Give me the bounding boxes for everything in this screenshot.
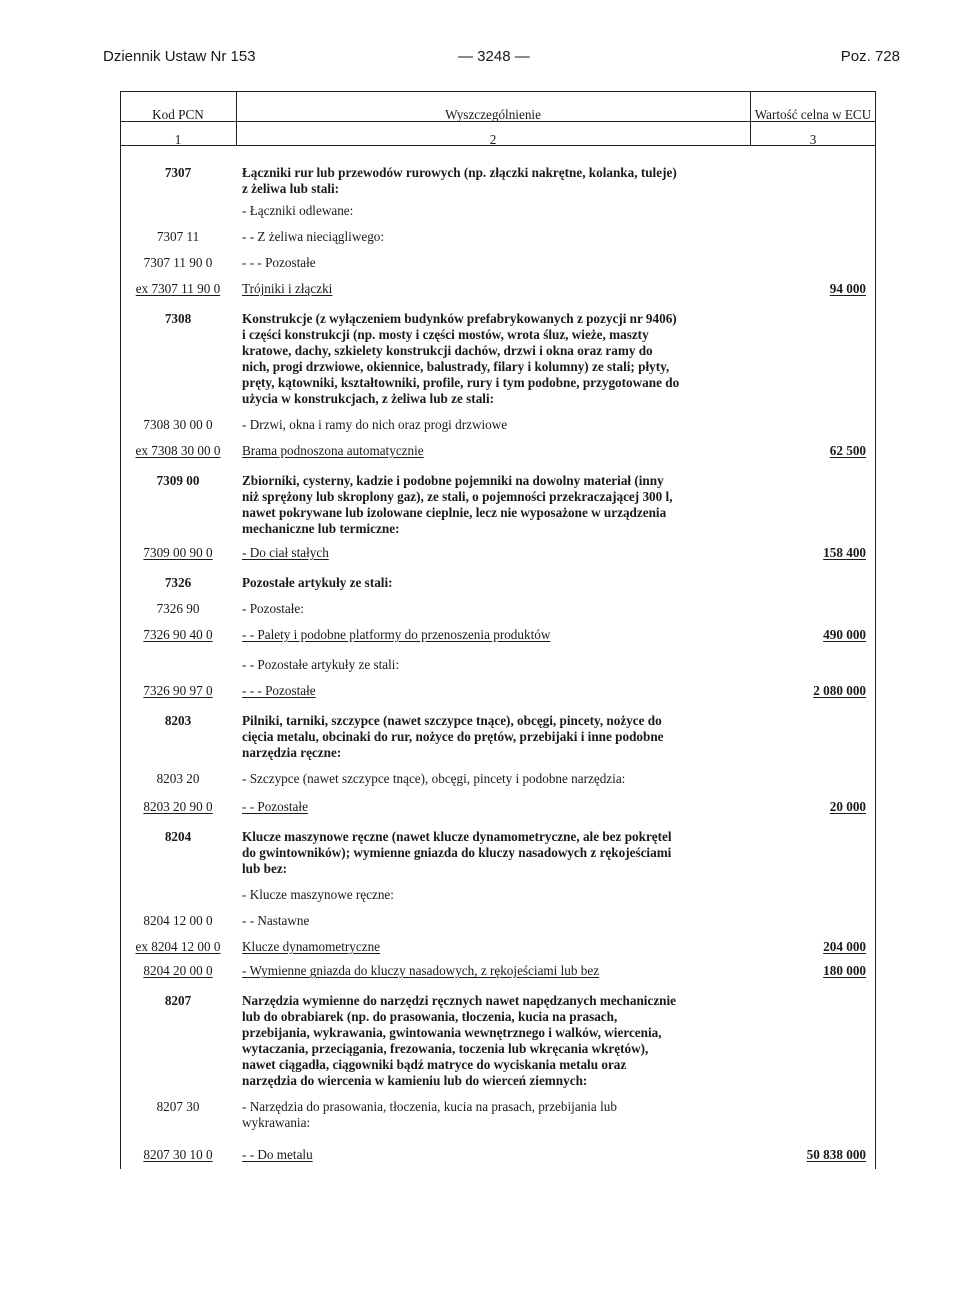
row-value: 180 000 xyxy=(823,963,866,978)
description-line: Zbiorniki, cysterny, kadzie i podobne pojemniki na dowolny materiał (inny xyxy=(242,473,664,488)
row-description xyxy=(242,281,742,297)
row-code: 7307 xyxy=(164,165,192,180)
column-number: 1 xyxy=(174,132,182,147)
row-description xyxy=(242,417,742,433)
row-value: 158 400 xyxy=(823,545,866,560)
row-value: 50 838 000 xyxy=(806,1147,866,1162)
row-description xyxy=(242,575,742,591)
description-line: pręty, kątowniki, kształtowniki, profile, rury i tym podobne, przygotowane do xyxy=(242,375,680,390)
page-header xyxy=(103,48,900,72)
row-code: 7307 11 xyxy=(156,229,200,244)
description-line: wykrawania: xyxy=(242,1115,311,1130)
row-description xyxy=(242,1147,742,1163)
journal-title: Dziennik Ustaw Nr 153 xyxy=(103,48,256,65)
row-description xyxy=(242,1099,742,1131)
row-code: 8204 xyxy=(164,829,192,844)
row-code: 8207 30 xyxy=(156,1099,200,1114)
row-description xyxy=(242,993,742,1089)
row-description xyxy=(242,443,742,459)
row-description xyxy=(242,627,742,643)
row-description xyxy=(242,255,742,271)
description-line: - - - Pozostałe xyxy=(242,683,316,698)
description-line: cięcia metalu, obcinaki do rur, nożyce do prętów, przebijaki i inne podobne xyxy=(242,729,664,744)
row-code: 7326 xyxy=(164,575,192,590)
description-line: nich, progi drzwiowe, okiennice, balustrady, filary i kolumny) ze stali; płyty, xyxy=(242,359,670,374)
position-number: Poz. 728 xyxy=(840,48,900,65)
row-code: 7326 90 97 0 xyxy=(143,683,213,698)
row-code: 7308 xyxy=(164,311,192,326)
description-line: Trójniki i złączki xyxy=(242,281,333,296)
description-line: kratowe, dachy, szkielety konstrukcji dachów, drzwi i okna oraz ramy do xyxy=(242,343,653,358)
row-code: 8203 20 90 0 xyxy=(143,799,213,814)
description-line: lub do obrabiarek (np. do prasowania, tłoczenia, kucia na prasach, xyxy=(242,1009,618,1024)
row-code: 8203 20 xyxy=(156,771,200,786)
row-description xyxy=(242,683,742,699)
row-value: 204 000 xyxy=(823,939,866,954)
row-value: 94 000 xyxy=(829,281,866,296)
description-line: - - Z żeliwa nieciągliwego: xyxy=(242,229,385,244)
row-description xyxy=(242,829,742,877)
row-code: 8204 20 00 0 xyxy=(143,963,213,978)
column-number: 2 xyxy=(489,132,497,147)
row-code: 7309 00 xyxy=(156,473,200,488)
description-line: narzędzia do wiercenia w kamieniu lub do wierceń ziemnych: xyxy=(242,1073,588,1088)
description-line: - - - Pozostałe xyxy=(242,255,316,270)
table-right-border xyxy=(875,91,876,1169)
description-line: lub bez: xyxy=(242,861,288,876)
description-line: mechaniczne lub termiczne: xyxy=(242,521,400,536)
row-description xyxy=(242,963,742,979)
description-line: - Narzędzia do prasowania, tłoczenia, kucia na prasach, przebijania lub xyxy=(242,1099,617,1114)
description-line: Konstrukcje (z wyłączeniem budynków prefabrykowanych z pozycji nr 9406) xyxy=(242,311,677,326)
row-description xyxy=(242,165,742,197)
row-description xyxy=(242,601,742,617)
column-number: 3 xyxy=(809,132,817,147)
column-header-value: Wartość celna w ECU xyxy=(754,107,872,122)
row-code: 7326 90 40 0 xyxy=(143,627,213,642)
description-line: - - Pozostałe artykuły ze stali: xyxy=(242,657,400,672)
description-line: - - Palety i podobne platformy do przenoszenia produktów xyxy=(242,627,551,642)
row-value: 62 500 xyxy=(829,443,866,458)
description-line: do gwintowników); wymienne gniazda do kluczy nasadowych z rękojeściami xyxy=(242,845,672,860)
description-line: narzędzia ręczne: xyxy=(242,745,342,760)
row-code: ex 8204 12 00 0 xyxy=(135,939,221,954)
row-value: 490 000 xyxy=(823,627,866,642)
description-line: Brama podnoszona automatycznie xyxy=(242,443,424,458)
row-code: 8203 xyxy=(164,713,192,728)
description-line: - - Pozostałe xyxy=(242,799,308,814)
row-description xyxy=(242,799,742,815)
column-header-code: Kod PCN xyxy=(152,107,204,122)
description-line: Narzędzia wymienne do narzędzi ręcznych nawet napędzanych mechanicznie xyxy=(242,993,677,1008)
row-description xyxy=(242,473,742,537)
description-line: - Łączniki odlewane: xyxy=(242,203,354,218)
row-description xyxy=(242,771,742,787)
row-code: 8204 12 00 0 xyxy=(143,913,213,928)
row-description xyxy=(242,913,742,929)
description-line: - Szczypce (nawet szczypce tnące), obcęgi, pincety i podobne narzędzia: xyxy=(242,771,626,786)
row-description xyxy=(242,713,742,761)
row-code: 7308 30 00 0 xyxy=(143,417,213,432)
description-line: - - Nastawne xyxy=(242,913,310,928)
description-line: - Pozostałe: xyxy=(242,601,304,616)
description-line: nawet ciągadła, ciągowniki bądź matryce do wyciskania metalu oraz xyxy=(242,1057,627,1072)
row-description xyxy=(242,939,742,955)
row-code: 7307 11 90 0 xyxy=(143,255,213,270)
row-description xyxy=(242,229,742,245)
description-line: Pilniki, tarniki, szczypce (nawet szczypce tnące), obcęgi, pincety, nożyce do xyxy=(242,713,662,728)
description-line: z żeliwa lub stali: xyxy=(242,181,340,196)
description-line: Łączniki rur lub przewodów rurowych (np. złączki nakrętne, kolanka, tuleje) xyxy=(242,165,677,180)
row-code: 7326 90 xyxy=(156,601,200,616)
description-line: i części konstrukcji (np. mosty i części mostów, wrota śluz, wieże, maszty xyxy=(242,327,649,342)
row-description xyxy=(242,311,742,407)
row-description xyxy=(242,203,742,219)
description-line: - Wymienne gniazda do kluczy nasadowych, z rękojeściami lub bez xyxy=(242,963,600,978)
description-line: użycia w konstrukcjach, z żeliwa lub ze stali: xyxy=(242,391,495,406)
row-code: 7309 00 90 0 xyxy=(143,545,213,560)
row-code: ex 7307 11 90 0 xyxy=(135,281,221,296)
row-value: 2 080 000 xyxy=(813,683,866,698)
row-code: 8207 30 10 0 xyxy=(143,1147,213,1162)
row-description xyxy=(242,545,742,561)
description-line: Klucze dynamometryczne xyxy=(242,939,381,954)
table-top-border xyxy=(120,91,876,92)
description-line: wytaczania, przeciągania, frezowania, toczenia lub wkręcania wkrętów), xyxy=(242,1041,649,1056)
description-line: nawet pokrywane lub izolowane cieplnie, lecz nie wyposażone w urządzenia xyxy=(242,505,667,520)
description-line: Klucze maszynowe ręczne (nawet klucze dynamometryczne, ale bez pokrętel xyxy=(242,829,672,844)
row-code: ex 7308 30 00 0 xyxy=(135,443,221,458)
description-line: - Do ciał stałych xyxy=(242,545,329,560)
row-code: 8207 xyxy=(164,993,192,1008)
description-line: niż sprężony lub skroplony gaz), ze stali, o pojemności przekraczającej 300 l, xyxy=(242,489,673,504)
description-line: Pozostałe artykuły ze stali: xyxy=(242,575,393,590)
description-line: - - Do metalu xyxy=(242,1147,313,1162)
tariff-table xyxy=(120,91,876,1171)
description-line: przebijania, wykrawania, gwintowania wewnętrznego i walków, wiercenia, xyxy=(242,1025,662,1040)
page-number: — 3248 — xyxy=(458,48,530,65)
row-description xyxy=(242,657,742,673)
description-line: - Klucze maszynowe ręczne: xyxy=(242,887,394,902)
description-line: - Drzwi, okna i ramy do nich oraz progi drzwiowe xyxy=(242,417,508,432)
row-value: 20 000 xyxy=(829,799,866,814)
row-description xyxy=(242,887,742,903)
column-header-description: Wyszczególnienie xyxy=(445,107,541,122)
